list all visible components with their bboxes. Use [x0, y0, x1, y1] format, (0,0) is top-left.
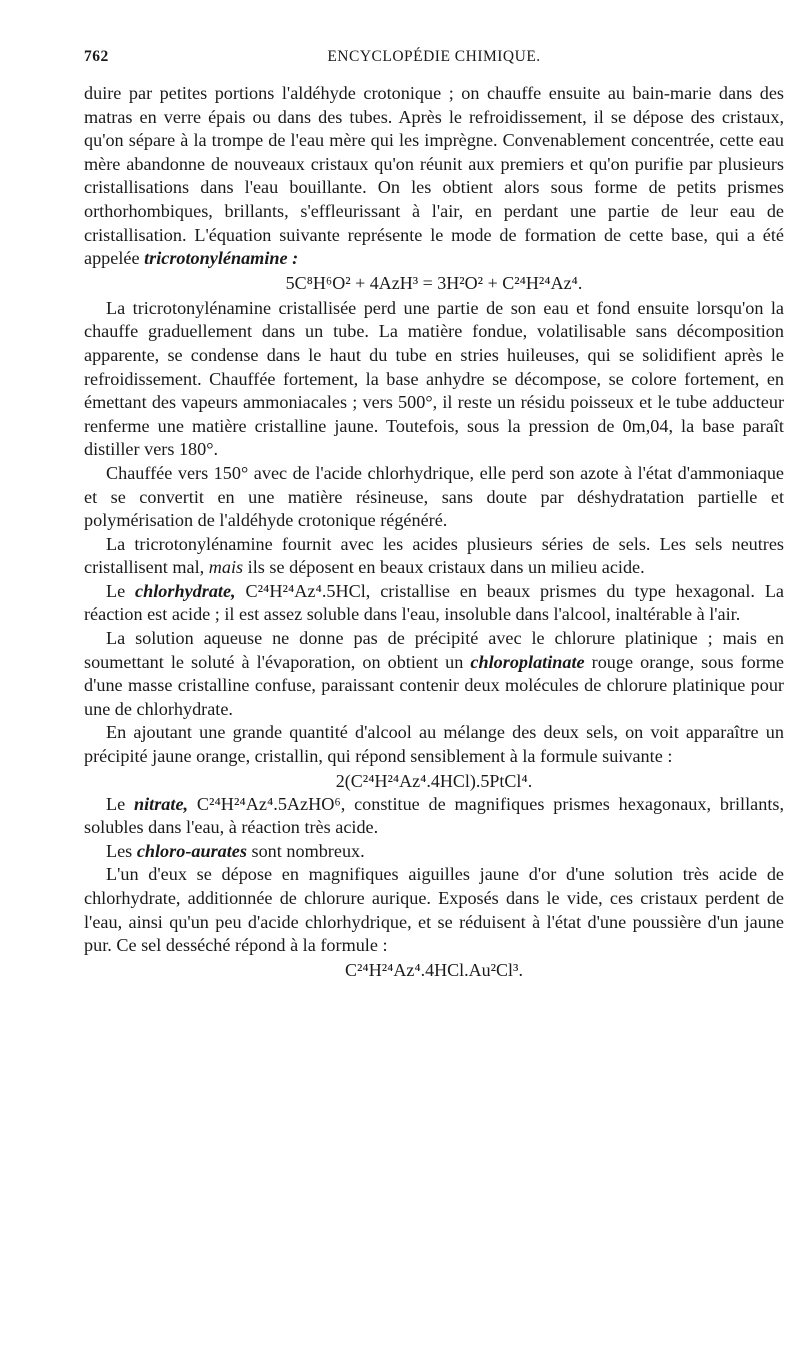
- tricrotonylenamine-term: tricrotonylénamine :: [144, 248, 299, 269]
- paragraph-4-text-b: ils se déposent en beaux cristaux dans un milieu acide.: [243, 557, 645, 578]
- paragraph-4-text-a: La tricrotonylénamine fournit avec les acides plusieurs séries de sels. Les sels neutres cristallisent mal,: [84, 533, 784, 578]
- paragraph-10: L'un d'eux se dépose en magnifiques aiguilles jaune d'or d'une solution très acide de chlorhydrate, additionnée de chlorure aurique. Exposés dans le vide, ces cristaux perdent de l'eau, ainsi qu'un peu d'acide chlorhydrique, et se réduisent à l'état d'une poussière d'un jaune pur. Ce sel desséché répond à la formule :: [84, 864, 784, 956]
- paragraph-6-text-b: rouge orange, sous forme d'une masse cristalline confuse, paraissant contenir deux molécules de chlorure platinique pour une de chlorhydrate.: [84, 651, 784, 719]
- paragraph-8-text-a: Le: [106, 793, 134, 814]
- paragraph-2: La tricrotonylénamine cristallisée perd une partie de son eau et fond ensuite lorsqu'on la chauffe graduellement dans un tube. La matière fondue, volatilisable sans décomposition apparente, se condense dans le haut du tube en stries huileuses, qui se solidifient après le refroidissement. Chauffée fortement, la base anhydre se décompose, se colore fortement, en émettant des vapeurs ammoniacales ; vers 500°, il reste un résidu poisseux et le tube adducteur renferme une matière cristalline jaune. Toutefois, sous la pression de 0m,04, la base paraît distiller vers 180°.: [84, 297, 784, 460]
- formation-equation: 5C⁸H⁶O² + 4AzH³ = 3H²O² + C²⁴H²⁴Az⁴.: [285, 272, 583, 293]
- paragraph-6-text-a: La solution aqueuse ne donne pas de précipité avec le chlorure platinique ; mais en soumettant le soluté à l'évaporation, on obtient un: [84, 628, 784, 672]
- paragraph-5-text-a: Le: [106, 580, 136, 601]
- chloro-aurate-formula: C²⁴H²⁴Az⁴.4HCl.Au²Cl³.: [345, 959, 523, 980]
- paragraph-1-text: duire par petites portions l'aldéhyde crotonique ; on chauffe ensuite au bain-marie dans des matras en verre épais ou dans des tubes. Après le refroidissement, il se dépose des cristaux, qu'on sépare à la trompe de l'eau mère qui les imprègne. Convenablement concentrée, cette eau mère abandonne de nouveaux cristaux qu'on réunit aux premiers et qu'on purifie par plusieurs cristallisations dans l'eau bouillante. On les obtient alors sous forme de petits prismes orthorhombiques, brillants, s'effleurissant à l'air, en perdant une partie de leur eau de cristallisation. L'équation suivante représente le mode de formation de cette base, qui a été appelée: [84, 83, 784, 269]
- paragraph-4-italic: mais: [208, 557, 244, 578]
- chloro-aurates-term: chloro-aurates: [136, 840, 247, 861]
- chloroplatinate-formula: 2(C²⁴H²⁴Az⁴.4HCl).5PtCl⁴.: [335, 770, 533, 791]
- header-title: ENCYCLOPÉDIE CHIMIQUE.: [327, 48, 541, 65]
- paragraph-6: [84, 627, 784, 721]
- nitrate-term: nitrate,: [134, 793, 189, 814]
- paragraph-3: Chauffée vers 150° avec de l'acide chlorhydrique, elle perd son azote à l'état d'ammoniaque et se convertit en une matière résineuse, sans doute par déshydratation partielle et polymérisation de l'aldéhyde crotonique régénéré.: [84, 462, 784, 531]
- paragraph-9: [84, 840, 784, 864]
- paragraph-5-text-b: C²⁴H²⁴Az⁴.5HCl, cristallise en beaux prismes du type hexagonal. La réaction est acide ; il est assez soluble dans l'eau, insoluble dans l'alcool, inaltérable à l'air.: [84, 580, 784, 625]
- paragraph-5: [84, 580, 784, 627]
- paragraph-9-text-a: Les: [106, 840, 137, 861]
- page-number: 762: [84, 48, 109, 65]
- body-text: [84, 82, 784, 982]
- paragraph-4: [84, 533, 784, 580]
- paragraph-8: [84, 793, 784, 840]
- paragraph-8-text-b: C²⁴H²⁴Az⁴.5AzHO⁶, constitue de magnifiques prismes hexagonaux, brillants, solubles dans l'eau, à réaction très acide.: [84, 793, 785, 838]
- paragraph-9-text-b: sont nombreux.: [246, 840, 365, 861]
- document-page: [84, 46, 784, 982]
- chlorhydrate-term: chlorhydrate,: [135, 580, 236, 601]
- paragraph-7: En ajoutant une grande quantité d'alcool au mélange des deux sels, on voit apparaître un précipité jaune orange, cristallin, qui répond sensiblement à la formule suivante :: [84, 722, 784, 767]
- chloroplatinate-term: chloroplatinate: [470, 651, 585, 672]
- paragraph-1: [84, 82, 784, 271]
- running-head: [84, 46, 784, 70]
